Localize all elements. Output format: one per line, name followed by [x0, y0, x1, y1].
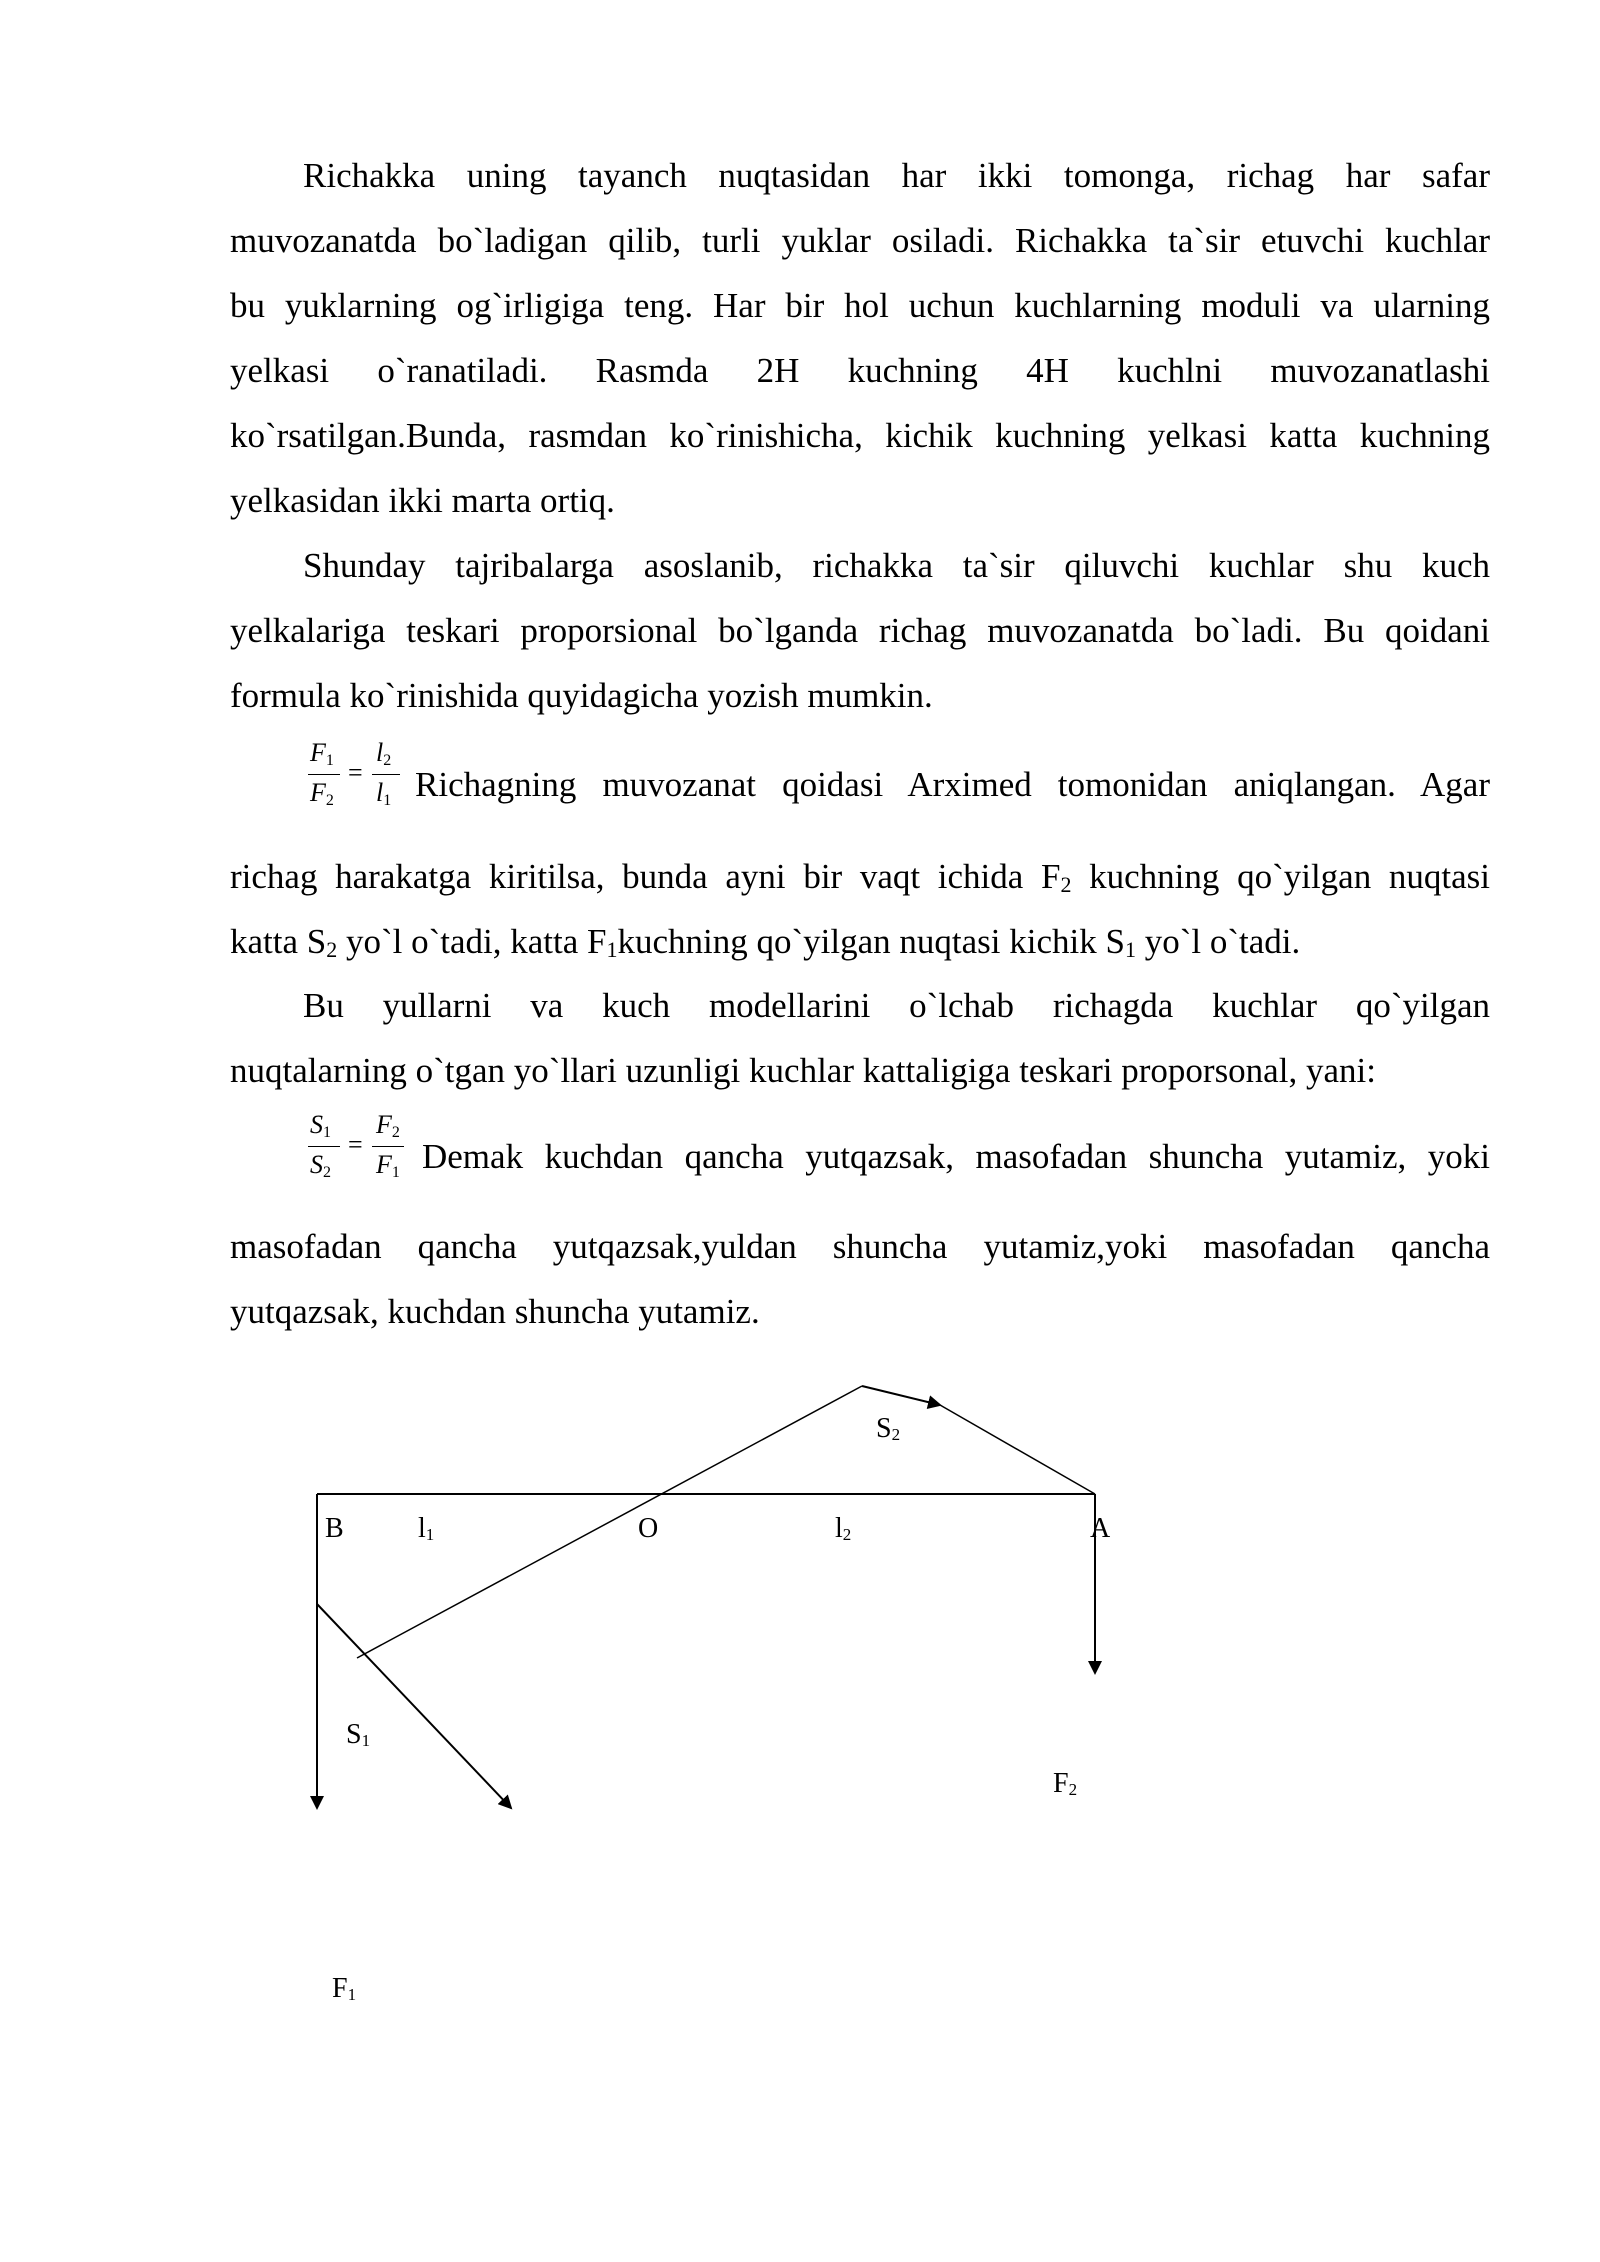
p5-line-2: yutqazsak, kuchdan shuncha yutamiz.: [230, 1292, 760, 1331]
formula2-den-left: $S_2$: [310, 1150, 331, 1181]
p1-line-6: yelkasidan ikki marta ortiq.: [230, 481, 615, 520]
p3-line-2: katta $S_2$ yo`l o`tadi, katta $F_1kuchning$ qo`yilgan nuqtasi kichik $S_1$ yo`l o`tadi.: [230, 922, 1301, 962]
label-f2: $F_2$: [1053, 1768, 1078, 1799]
s1-path-arrow: [317, 1604, 511, 1808]
formula1-num-left: $F_1$: [310, 738, 334, 769]
formula2-num-right: $F_2$: [376, 1110, 400, 1141]
s2-connector-line: [940, 1405, 1095, 1494]
p1-line-2: muvozanatda bo`ladigan qilib, turli yuklar osiladi. Richakka ta`sir etuvchi kuchlar: [230, 221, 1490, 260]
label-f1: $F_1$: [332, 1973, 357, 2004]
formula2-equals: =: [348, 1130, 363, 1159]
formula1-num-right: $l_2$: [376, 738, 392, 769]
label-s2: $S_2$: [876, 1413, 901, 1444]
s2-path-arrow: [862, 1386, 940, 1405]
formula1-den-right: $l_1$: [376, 778, 392, 809]
formula2-den-right: $F_1$: [376, 1150, 400, 1181]
p4-line-2: nuqtalarning o`tgan yo`llari uzunligi kuchlar kattaligiga teskari proporsonal, yani:: [230, 1051, 1376, 1090]
label-a: A: [1090, 1513, 1111, 1544]
p1-line-1: Richakka uning tayanch nuqtasidan har ikki tomonga, richag har safar: [303, 156, 1490, 195]
label-s1: $S_1$: [346, 1719, 371, 1750]
p2-line-1: Shunday tajribalarga asoslanib, richakka ta`sir qiluvchi kuchlar shu kuch: [303, 546, 1490, 585]
p2-line-3: formula ko`rinishida quyidagicha yozish mumkin.: [230, 676, 933, 715]
p5-line-1: masofadan qancha yutqazsak,yuldan shuncha yutamiz,yoki masofadan qancha: [230, 1227, 1490, 1266]
p4-line-1: Bu yullarni va kuch modellarini o`lchab richagda kuchlar qo`yilgan: [303, 986, 1490, 1025]
p2-line-2: yelkalariga teskari proporsional bo`lganda richag muvozanatda bo`ladi. Bu qoidani: [230, 611, 1490, 650]
label-l2: $l_2$: [835, 1513, 852, 1544]
formula2-text: Demak kuchdan qancha yutqazsak, masofadan shuncha yutamiz, yoki: [422, 1137, 1490, 1176]
p1-line-4: yelkasi o`ranatiladi. Rasmda 2H kuchning 4H kuchlni muvozanatlashi: [230, 351, 1490, 390]
formula1-text: Richagning muvozanat qoidasi Arximed tomonidan aniqlangan. Agar: [415, 765, 1490, 804]
label-l1: $l_1$: [418, 1513, 435, 1544]
formula1-den-left: $F_2$: [310, 778, 334, 809]
p1-line-5: ko`rsatilgan.Bunda, rasmdan ko`rinishicha, kichik kuchning yelkasi katta kuchning: [230, 416, 1490, 455]
label-o: O: [638, 1513, 659, 1544]
formula2-num-left: $S_1$: [310, 1110, 331, 1141]
label-b: B: [325, 1513, 344, 1544]
p1-line-3: bu yuklarning og`irligiga teng. Har bir hol uchun kuchlarning moduli va ularning: [230, 286, 1490, 325]
formula1-equals: =: [348, 758, 363, 787]
p3-line-1: richag harakatga kiritilsa, bunda ayni bir vaqt ichida $F_2$ kuchning qo`yilgan nuqtasi: [230, 857, 1490, 897]
